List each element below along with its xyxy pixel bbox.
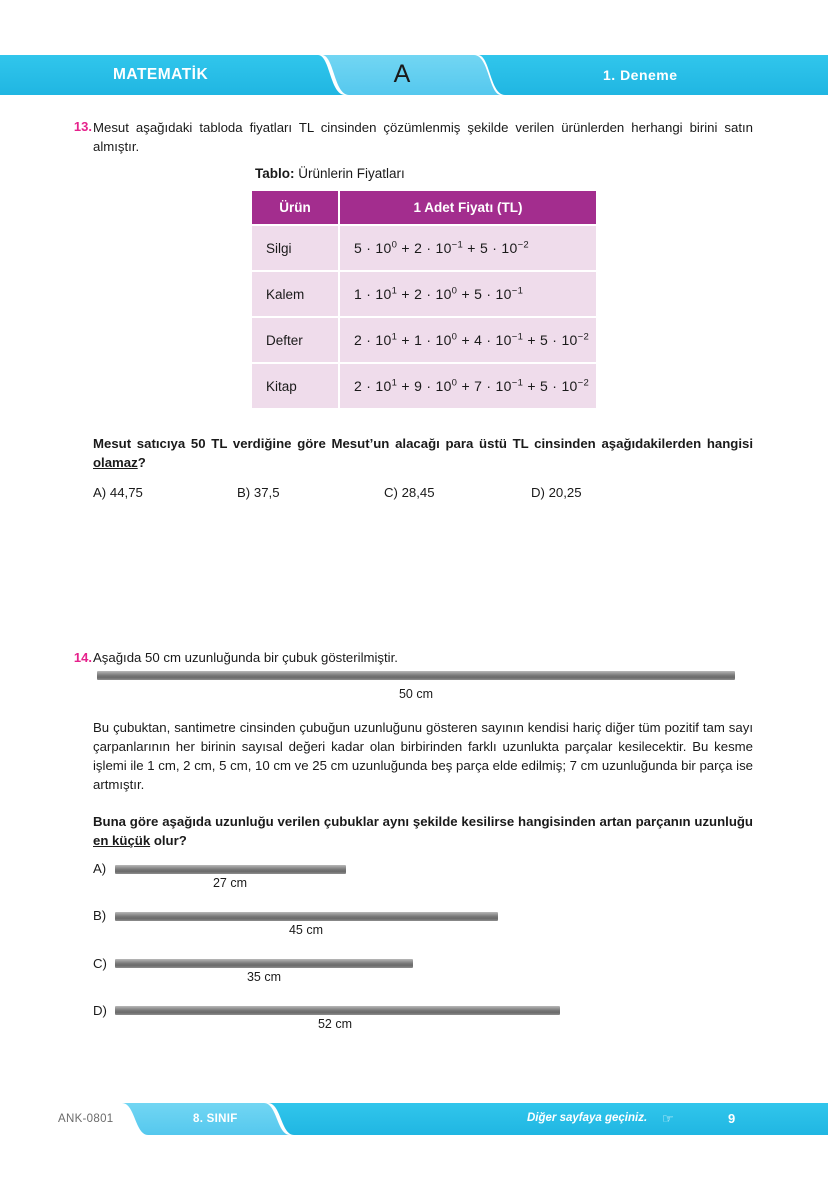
price-formula: $5 \cdot 10^0 + 2 \cdot 10^{-1} + 5 \cdot 10^{-2}$ [354, 239, 530, 256]
footer-code: ANK-0801 [58, 1113, 114, 1125]
table-cell-price [340, 224, 596, 270]
option-b[interactable] [237, 485, 280, 500]
question-14-prompt-part2: olur? [150, 833, 187, 848]
main-rod-label: 50 cm [398, 687, 434, 701]
table-row [252, 362, 596, 408]
question-13-stem: Mesut aşağıdaki tabloda fiyatları TL cinsinden çözümlenmiş şekilde verilen ürünlerden herhangi birini satın almıştır. [93, 120, 753, 154]
rod-option-d-bar [115, 1006, 560, 1015]
option-c-text: 28,45 [401, 485, 435, 500]
table-header-product: Ürün [252, 191, 340, 224]
table-row [252, 270, 596, 316]
rod-option-c-letter: C) [93, 956, 107, 971]
header-booklet-letter: A [393, 60, 411, 88]
option-d[interactable] [531, 485, 582, 500]
header-exam-name: 1. Deneme [603, 67, 678, 83]
rod-option-b-label: 45 cm [288, 923, 324, 937]
rod-option-c-bar [115, 959, 413, 968]
table-row [252, 316, 596, 362]
question-14-number: 14. [73, 650, 92, 665]
option-d-text: 20,25 [548, 485, 582, 500]
table-header-price: 1 Adet Fiyatı (TL) [340, 191, 596, 224]
rod-option-a-letter: A) [93, 861, 107, 876]
footer-grade: 8. SINIF [193, 1113, 238, 1125]
rod-option-b-letter: B) [93, 908, 107, 923]
table-cell-product: Kalem [252, 270, 340, 316]
rod-option-d-label: 52 cm [317, 1017, 353, 1031]
question-13-prompt-part1: Mesut satıcıya 50 TL verdiğine göre Mesut’un alacağı para üstü TL cinsinden aşağıdakilerden hangisi [93, 436, 753, 451]
question-13-prompt-underlined: olamaz [93, 455, 138, 470]
question-13-prompt-part2: ? [137, 455, 146, 470]
option-c[interactable] [384, 485, 435, 500]
pointing-hand-icon: ☞ [662, 1111, 674, 1126]
rod-option-d-letter: D) [93, 1003, 107, 1018]
main-rod-50cm [97, 671, 735, 680]
header-subject: MATEMATİK [113, 66, 209, 83]
rod-option-c-label: 35 cm [246, 970, 282, 984]
table-cell-product: Defter [252, 316, 340, 362]
option-b-letter: B) [237, 485, 251, 500]
rod-option-b-bar [115, 912, 498, 921]
table-cell-product: Silgi [252, 224, 340, 270]
table-cell-price [340, 316, 596, 362]
table-cell-price [340, 270, 596, 316]
prices-table [252, 191, 596, 408]
option-a[interactable] [93, 485, 143, 500]
question-13-options [93, 485, 763, 505]
price-formula: $1 \cdot 10^1 + 2 \cdot 10^0 + 5 \cdot 10^{-1}$ [354, 285, 524, 302]
question-14-prompt-underlined: en küçük [93, 833, 151, 848]
option-d-letter: D) [531, 485, 545, 500]
option-b-text: 37,5 [253, 485, 280, 500]
table-body [252, 224, 596, 408]
option-a-text: 44,75 [109, 485, 143, 500]
question-13-number: 13. [73, 119, 92, 134]
rod-option-a-bar [115, 865, 346, 874]
option-a-letter: A) [93, 485, 107, 500]
page-footer [0, 1103, 828, 1135]
table-header-row [252, 191, 596, 224]
table-row [252, 224, 596, 270]
table-caption-label: Tablo: [255, 166, 295, 181]
table-caption [255, 166, 405, 181]
footer-page-number: 9 [728, 1111, 736, 1126]
price-formula: $2 \cdot 10^1 + 1 \cdot 10^0 + 4 \cdot 10^{-1} + 5 \cdot 10^{-2}$ [354, 331, 590, 348]
price-formula: $2 \cdot 10^1 + 9 \cdot 10^0 + 7 \cdot 10^{-1} + 5 \cdot 10^{-2}$ [354, 377, 590, 394]
question-14-stem: Aşağıda 50 cm uzunluğunda bir çubuk gösterilmiştir. [93, 650, 398, 665]
question-14-prompt [93, 812, 753, 850]
question-13-prompt [93, 434, 753, 472]
table-caption-text: Ürünlerin Fiyatları [298, 166, 405, 181]
question-14-prompt-part1: Buna göre aşağıda uzunluğu verilen çubuklar aynı şekilde kesilirse hangisinden artan parçanın uzunluğu [93, 814, 753, 829]
table-cell-product: Kitap [252, 362, 340, 408]
footer-next-page-text: Diğer sayfaya geçiniz. [527, 1112, 648, 1124]
table-cell-price [340, 362, 596, 408]
rod-option-a-label: 27 cm [212, 876, 248, 890]
question-14-paragraph: Bu çubuktan, santimetre cinsinden çubuğun uzunluğunu gösteren sayının kendisi hariç diğer tüm pozitif tam sayı çarpanlarının her birinin sayısal değeri kadar olan birbirinden farklı uzunlukta parçalar kesilecektir. Bu kesme işlemi ile 1 cm, 2 cm, 5 cm, 10 cm ve 25 cm uzunluğunda beş parça elde edilmiş; 7 cm uzunluğunda bir parça ise artmıştır. [93, 720, 753, 792]
option-c-letter: C) [384, 485, 398, 500]
